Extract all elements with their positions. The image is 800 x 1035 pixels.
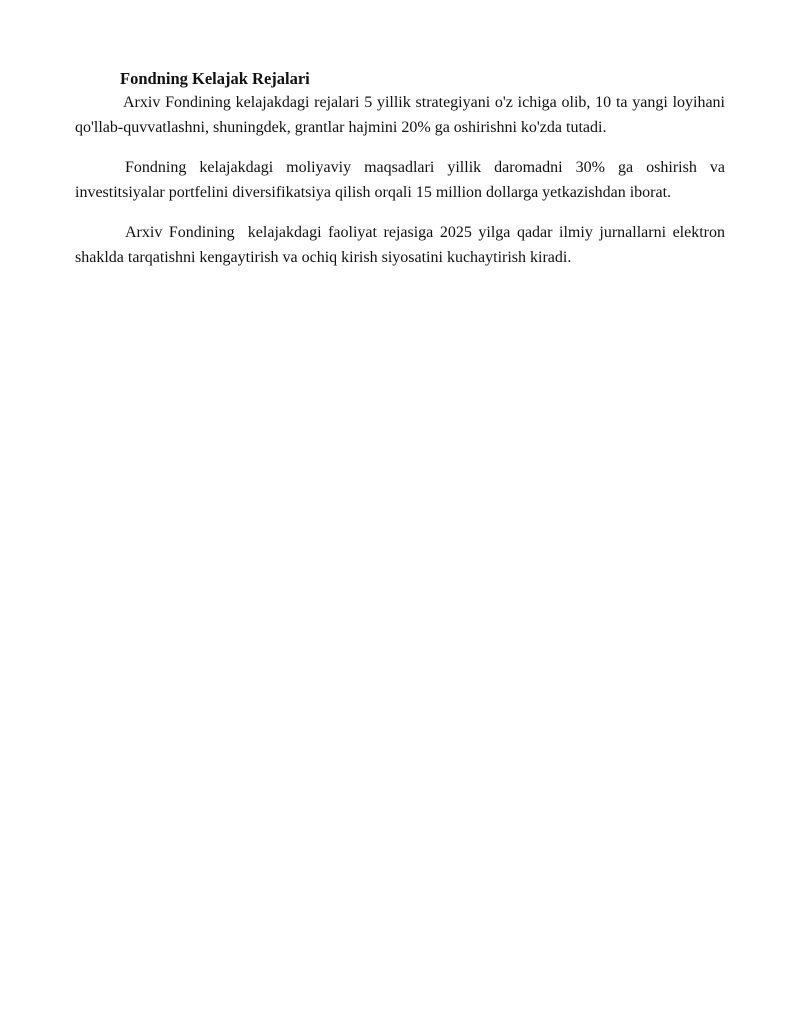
paragraph-financial-goals: Fondning kelajakdagi moliyaviy maqsadlari yillik daromadni 30% ga oshirish va investitsiyalar portfelini diversifikatsiya qilish orqali 15 million dollarga yetkazishdan iborat. [75, 159, 725, 201]
document-body [75, 67, 729, 270]
paragraph-activity-plan: Arxiv Fondining kelajakdagi faoliyat rejasiga 2025 yilga qadar ilmiy jurnallarni elektron shaklda tarqatishni kengaytirish va ochiq kirish siyosatini kuchaytirish kiradi. [75, 224, 729, 266]
paragraph-future-plans: Arxiv Fondining kelajakdagi rejalari 5 yillik strategiyani o'z ichiga olib, 10 ta yangi loyihani qo'llab-quvvatlashni, shuningdek, grantlar hajmini 20% ga oshirishni ko'zda tutadi. [75, 94, 725, 136]
document-title: Fondning Kelajak Rejalari [120, 69, 310, 88]
